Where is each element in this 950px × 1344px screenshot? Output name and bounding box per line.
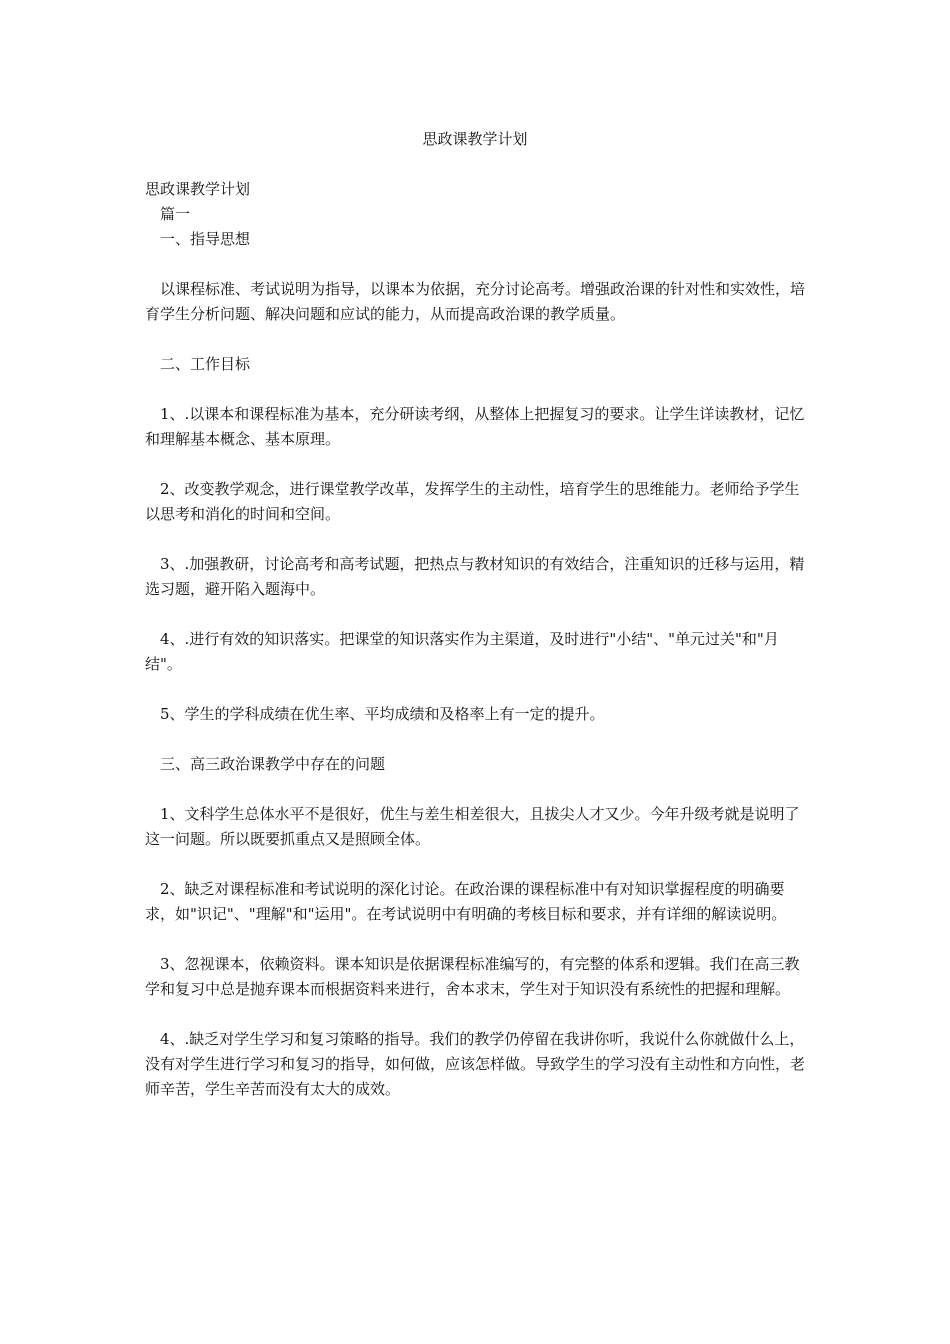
paragraph: 1、.以课本和课程标准为基本，充分研读考纲，从整体上把握复习的要求。让学生详读教材，记忆和理解基本概念、基本原理。 [145, 405, 805, 448]
document-body [145, 177, 810, 1102]
paragraph: 2、缺乏对课程标准和考试说明的深化讨论。在政治课的课程标准中有对知识掌握程度的明确要求，如"识记"、"理解"和"运用"。在考试说明中有明确的考核目标和要求，并有详细的解读说明。 [145, 880, 787, 923]
paragraph: 1、文科学生总体水平不是很好，优生与差生相差很大，且拔尖人才又少。今年升级考就是说明了这一问题。所以既要抓重点又是照顾全体。 [145, 805, 800, 848]
paragraph: 4、.缺乏对学生学习和复习策略的指导。我们的教学仍停留在我讲你听，我说什么你就做什么上，没有对学生进行学习和复习的指导，如何做，应该怎样做。导致学生的学习没有主动性和方向性，老师辛苦，学生辛苦而没有太大的成效。 [145, 1030, 806, 1098]
paragraph: 2、改变教学观念，进行课堂教学改革，发挥学生的主动性，培育学生的思维能力。老师给予学生以思考和消化的时间和空间。 [145, 480, 800, 523]
paragraph: 3、.加强教研，讨论高考和高考试题，把热点与教材知识的有效结合，注重知识的迁移与运用，精选习题，避开陷入题海中。 [145, 555, 805, 598]
paragraph: 5、学生的学科成绩在优生率、平均成绩和及格率上有一定的提升。 [160, 705, 605, 723]
paragraph: 3、忽视课本，依赖资料。课本知识是依据课程标准编写的，有完整的体系和逻辑。我们在高三教学和复习中总是抛弃课本而根据资料来进行，舍本求末，学生对于知识没有系统性的把握和理解。 [145, 955, 800, 998]
document-heading: 思政课教学计划 [145, 180, 251, 198]
section-heading-1: 一、指导思想 [160, 230, 251, 248]
document-title: 思政课教学计划 [422, 130, 528, 148]
part-label: 篇一 [160, 205, 191, 223]
section-heading-3: 三、高三政治课教学中存在的问题 [160, 755, 386, 773]
section-heading-2: 二、工作目标 [160, 355, 251, 373]
paragraph: 4、.进行有效的知识落实。把课堂的知识落实作为主渠道，及时进行"小结"、"单元过关"和"月结"。 [145, 630, 779, 673]
paragraph: 以课程标准、考试说明为指导，以课本为依据，充分讨论高考。增强政治课的针对性和实效性，培育学生分析问题、解决问题和应试的能力，从而提高政治课的教学质量。 [145, 280, 806, 323]
